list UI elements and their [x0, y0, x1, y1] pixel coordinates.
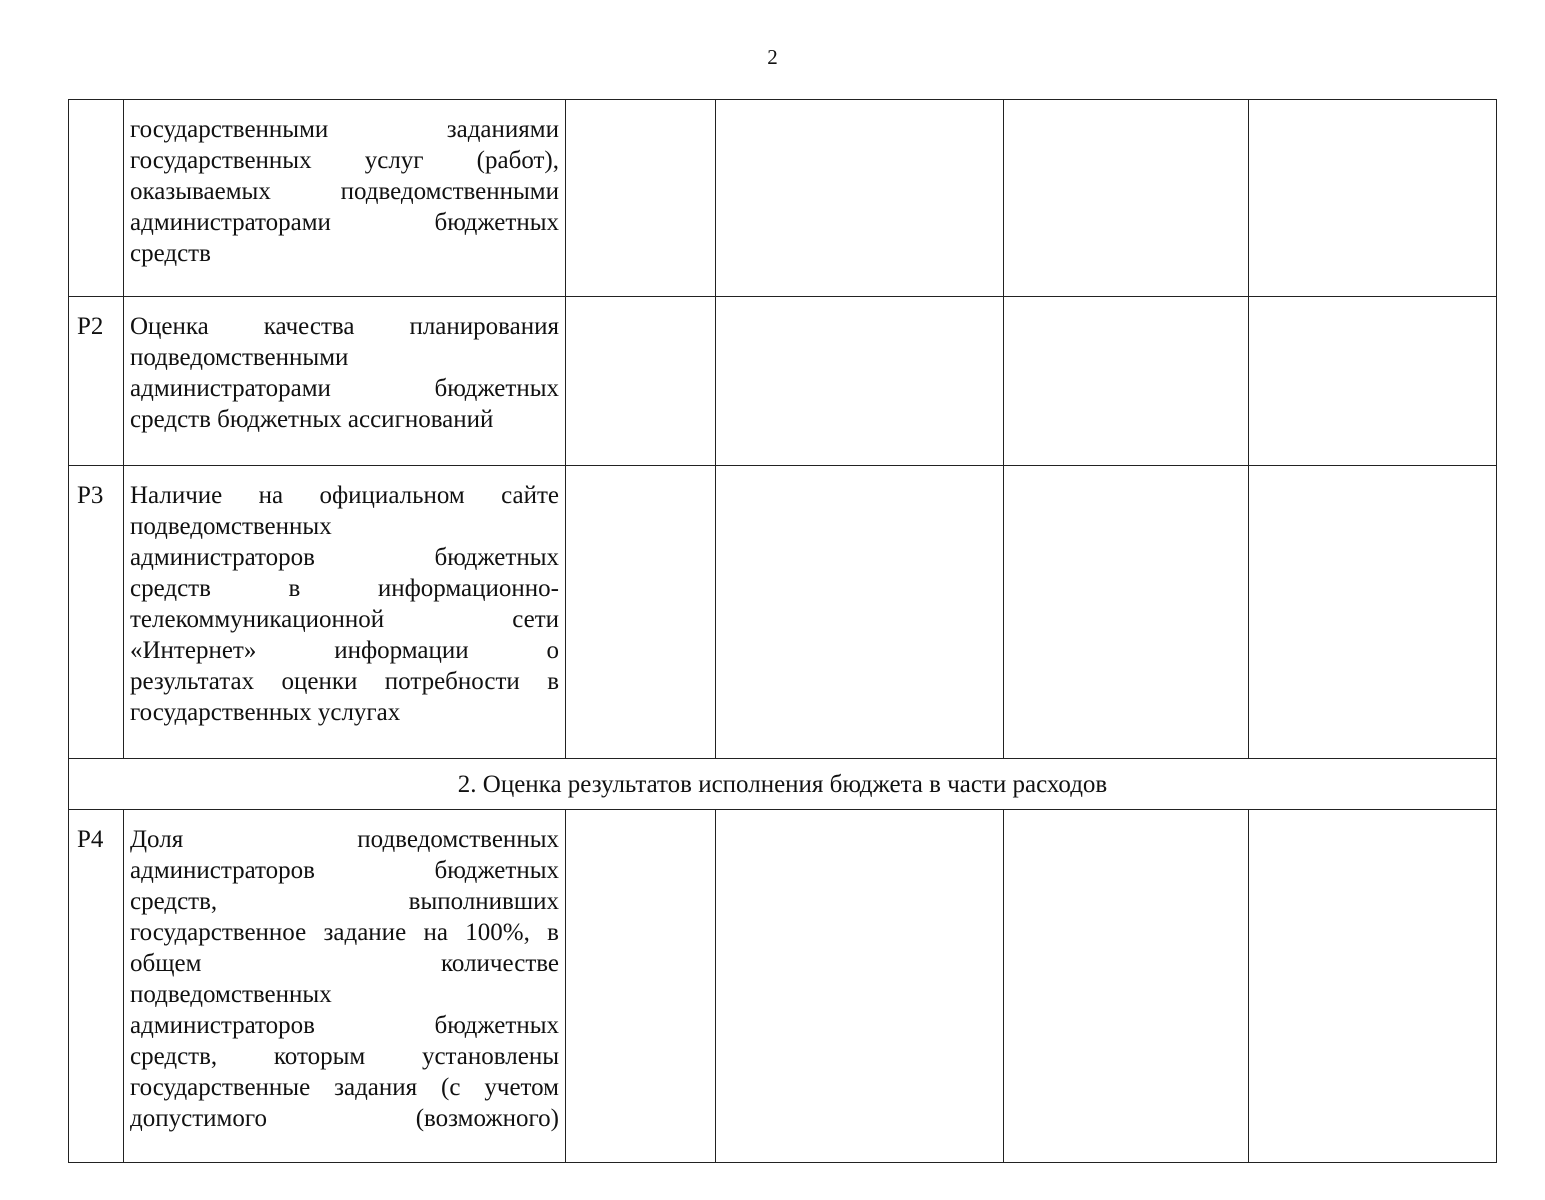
row-description — [124, 100, 566, 297]
row-description — [124, 466, 566, 759]
text-line: средств — [130, 240, 211, 267]
text-line: государственными заданиями — [130, 116, 559, 143]
empty-cell — [716, 466, 1004, 759]
empty-cell — [566, 466, 716, 759]
row-description — [124, 810, 566, 1163]
empty-cell — [566, 810, 716, 1163]
empty-cell — [1249, 466, 1497, 759]
text-line: допустимого (возможного) — [130, 1105, 559, 1132]
text-line: результатах оценки потребности в — [130, 668, 559, 695]
text-line: оказываемых подведомственными — [130, 178, 559, 205]
text-line: средств, выполнивших — [130, 888, 559, 915]
text-line: государственное задание на 100%, в — [130, 919, 559, 946]
empty-cell — [716, 810, 1004, 1163]
text-line: администраторами бюджетных — [130, 375, 559, 402]
text-line: подведомственными — [130, 344, 349, 371]
row-code: Р4 — [69, 810, 124, 1163]
table-row — [69, 466, 1497, 759]
empty-cell — [566, 100, 716, 297]
text-line: средств, которым установлены — [130, 1043, 559, 1070]
empty-cell — [1004, 810, 1249, 1163]
text-line: «Интернет» информации о — [130, 637, 559, 664]
text-line: администраторами бюджетных — [130, 209, 559, 236]
text-line: Наличие на официальном сайте — [130, 482, 559, 509]
text-line: Доля подведомственных — [130, 826, 559, 853]
table-row — [69, 297, 1497, 466]
empty-cell — [716, 100, 1004, 297]
text-line: администраторов бюджетных — [130, 1012, 559, 1039]
text-line: администраторов бюджетных — [130, 857, 559, 884]
text-line: телекоммуникационной сети — [130, 606, 559, 633]
text-line: подведомственных — [130, 513, 332, 540]
row-code: Р2 — [69, 297, 124, 466]
text-line: государственных услуг (работ), — [130, 147, 559, 174]
empty-cell — [716, 297, 1004, 466]
text-line: администраторов бюджетных — [130, 544, 559, 571]
empty-cell — [1249, 297, 1497, 466]
text-line: государственные задания (с учетом — [130, 1074, 559, 1101]
empty-cell — [566, 297, 716, 466]
text-line: средств бюджетных ассигнований — [130, 406, 494, 433]
section-header-row — [69, 759, 1497, 810]
text-line: Оценка качества планирования — [130, 313, 559, 340]
page-number: 2 — [767, 45, 778, 69]
empty-cell — [1249, 100, 1497, 297]
table-row — [69, 810, 1497, 1163]
row-code: Р3 — [69, 466, 124, 759]
text-line: средств в информационно- — [130, 575, 559, 602]
empty-cell — [1249, 810, 1497, 1163]
empty-cell — [1004, 100, 1249, 297]
empty-cell — [1004, 297, 1249, 466]
empty-cell — [1004, 466, 1249, 759]
text-line: общем количестве — [130, 950, 559, 977]
section-title: 2. Оценка результатов исполнения бюджета в части расходов — [69, 759, 1497, 810]
table-row — [69, 100, 1497, 297]
row-code — [69, 100, 124, 297]
assessment-table — [68, 99, 1497, 1163]
text-line: подведомственных — [130, 981, 332, 1008]
text-line: государственных услугах — [130, 699, 401, 726]
row-description — [124, 297, 566, 466]
